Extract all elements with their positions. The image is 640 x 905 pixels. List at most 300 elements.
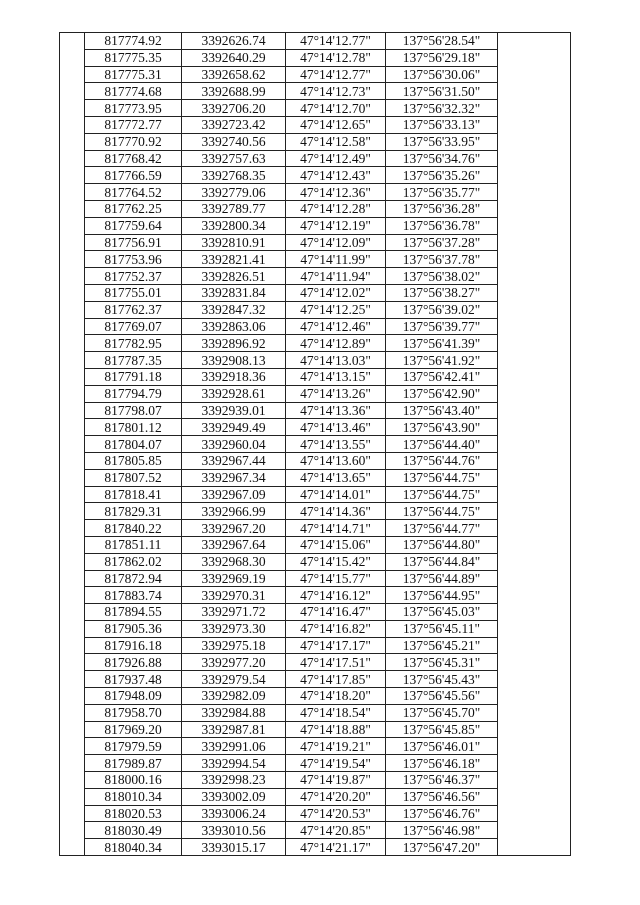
- notes-cell: [498, 637, 571, 654]
- notes-cell: [498, 671, 571, 688]
- notes-cell: [498, 301, 571, 318]
- longitude-cell: 137°56'46.01": [386, 738, 498, 755]
- row-number-cell: [60, 251, 85, 268]
- row-number-cell: [60, 301, 85, 318]
- y-coordinate-cell: 3393010.56: [182, 822, 286, 839]
- latitude-cell: 47°14'15.06": [286, 536, 386, 553]
- notes-cell: [498, 49, 571, 66]
- row-number-cell: [60, 553, 85, 570]
- x-coordinate-cell: 817829.31: [85, 503, 182, 520]
- table-row: [60, 217, 571, 234]
- row-number-cell: [60, 184, 85, 201]
- notes-cell: [498, 402, 571, 419]
- x-coordinate-cell: 817762.25: [85, 200, 182, 217]
- table-row: [60, 822, 571, 839]
- notes-cell: [498, 116, 571, 133]
- longitude-cell: 137°56'35.26": [386, 167, 498, 184]
- y-coordinate-cell: 3392706.20: [182, 100, 286, 117]
- table-row: [60, 150, 571, 167]
- notes-cell: [498, 217, 571, 234]
- x-coordinate-cell: 817774.92: [85, 33, 182, 50]
- y-coordinate-cell: 3392908.13: [182, 352, 286, 369]
- row-number-cell: [60, 755, 85, 772]
- longitude-cell: 137°56'29.18": [386, 49, 498, 66]
- y-coordinate-cell: 3392928.61: [182, 385, 286, 402]
- longitude-cell: 137°56'39.77": [386, 318, 498, 335]
- y-coordinate-cell: 3392971.72: [182, 604, 286, 621]
- table-row: [60, 268, 571, 285]
- row-number-cell: [60, 772, 85, 789]
- longitude-cell: 137°56'44.40": [386, 436, 498, 453]
- table-row: [60, 419, 571, 436]
- table-row: [60, 100, 571, 117]
- x-coordinate-cell: 817794.79: [85, 385, 182, 402]
- row-number-cell: [60, 620, 85, 637]
- row-number-cell: [60, 688, 85, 705]
- latitude-cell: 47°14'15.42": [286, 553, 386, 570]
- x-coordinate-cell: 818010.34: [85, 788, 182, 805]
- notes-cell: [498, 251, 571, 268]
- longitude-cell: 137°56'45.21": [386, 637, 498, 654]
- table-row: [60, 385, 571, 402]
- x-coordinate-cell: 817926.88: [85, 654, 182, 671]
- x-coordinate-cell: 817804.07: [85, 436, 182, 453]
- y-coordinate-cell: 3392826.51: [182, 268, 286, 285]
- latitude-cell: 47°14'16.82": [286, 620, 386, 637]
- x-coordinate-cell: 817807.52: [85, 469, 182, 486]
- latitude-cell: 47°14'19.54": [286, 755, 386, 772]
- longitude-cell: 137°56'41.39": [386, 335, 498, 352]
- x-coordinate-cell: 817770.92: [85, 133, 182, 150]
- row-number-cell: [60, 200, 85, 217]
- row-number-cell: [60, 66, 85, 83]
- longitude-cell: 137°56'46.98": [386, 822, 498, 839]
- x-coordinate-cell: 817764.52: [85, 184, 182, 201]
- y-coordinate-cell: 3392640.29: [182, 49, 286, 66]
- table-row: [60, 503, 571, 520]
- notes-cell: [498, 268, 571, 285]
- notes-cell: [498, 772, 571, 789]
- notes-cell: [498, 469, 571, 486]
- row-number-cell: [60, 116, 85, 133]
- row-number-cell: [60, 452, 85, 469]
- y-coordinate-cell: 3392949.49: [182, 419, 286, 436]
- latitude-cell: 47°14'11.94": [286, 268, 386, 285]
- table-row: [60, 49, 571, 66]
- notes-cell: [498, 738, 571, 755]
- y-coordinate-cell: 3392968.30: [182, 553, 286, 570]
- notes-cell: [498, 419, 571, 436]
- longitude-cell: 137°56'44.76": [386, 452, 498, 469]
- table-row: [60, 133, 571, 150]
- row-number-cell: [60, 402, 85, 419]
- latitude-cell: 47°14'18.54": [286, 704, 386, 721]
- latitude-cell: 47°14'12.43": [286, 167, 386, 184]
- y-coordinate-cell: 3392831.84: [182, 284, 286, 301]
- notes-cell: [498, 755, 571, 772]
- notes-cell: [498, 704, 571, 721]
- longitude-cell: 137°56'39.02": [386, 301, 498, 318]
- table-row: [60, 520, 571, 537]
- latitude-cell: 47°14'12.78": [286, 49, 386, 66]
- longitude-cell: 137°56'44.75": [386, 469, 498, 486]
- longitude-cell: 137°56'43.90": [386, 419, 498, 436]
- row-number-cell: [60, 503, 85, 520]
- longitude-cell: 137°56'44.80": [386, 536, 498, 553]
- y-coordinate-cell: 3393002.09: [182, 788, 286, 805]
- notes-cell: [498, 688, 571, 705]
- y-coordinate-cell: 3392688.99: [182, 83, 286, 100]
- x-coordinate-cell: 817840.22: [85, 520, 182, 537]
- y-coordinate-cell: 3392626.74: [182, 33, 286, 50]
- coordinates-table: [59, 32, 571, 856]
- x-coordinate-cell: 817753.96: [85, 251, 182, 268]
- latitude-cell: 47°14'13.46": [286, 419, 386, 436]
- y-coordinate-cell: 3392979.54: [182, 671, 286, 688]
- table-row: [60, 452, 571, 469]
- table-row: [60, 721, 571, 738]
- latitude-cell: 47°14'17.51": [286, 654, 386, 671]
- y-coordinate-cell: 3392973.30: [182, 620, 286, 637]
- latitude-cell: 47°14'13.03": [286, 352, 386, 369]
- longitude-cell: 137°56'34.76": [386, 150, 498, 167]
- x-coordinate-cell: 817979.59: [85, 738, 182, 755]
- row-number-cell: [60, 704, 85, 721]
- row-number-cell: [60, 268, 85, 285]
- latitude-cell: 47°14'14.71": [286, 520, 386, 537]
- table-row: [60, 839, 571, 856]
- row-number-cell: [60, 637, 85, 654]
- x-coordinate-cell: 817775.31: [85, 66, 182, 83]
- latitude-cell: 47°14'13.60": [286, 452, 386, 469]
- x-coordinate-cell: 817872.94: [85, 570, 182, 587]
- table-row: [60, 335, 571, 352]
- notes-cell: [498, 553, 571, 570]
- table-row: [60, 805, 571, 822]
- table-row: [60, 755, 571, 772]
- table-row: [60, 620, 571, 637]
- longitude-cell: 137°56'30.06": [386, 66, 498, 83]
- longitude-cell: 137°56'44.89": [386, 570, 498, 587]
- y-coordinate-cell: 3392967.20: [182, 520, 286, 537]
- longitude-cell: 137°56'44.95": [386, 587, 498, 604]
- row-number-cell: [60, 83, 85, 100]
- latitude-cell: 47°14'19.21": [286, 738, 386, 755]
- longitude-cell: 137°56'36.78": [386, 217, 498, 234]
- x-coordinate-cell: 817787.35: [85, 352, 182, 369]
- y-coordinate-cell: 3392966.99: [182, 503, 286, 520]
- row-number-cell: [60, 654, 85, 671]
- longitude-cell: 137°56'42.41": [386, 368, 498, 385]
- y-coordinate-cell: 3392779.06: [182, 184, 286, 201]
- longitude-cell: 137°56'45.85": [386, 721, 498, 738]
- row-number-cell: [60, 520, 85, 537]
- y-coordinate-cell: 3392821.41: [182, 251, 286, 268]
- row-number-cell: [60, 822, 85, 839]
- notes-cell: [498, 452, 571, 469]
- table-row: [60, 83, 571, 100]
- table-row: [60, 116, 571, 133]
- row-number-cell: [60, 738, 85, 755]
- latitude-cell: 47°14'12.25": [286, 301, 386, 318]
- latitude-cell: 47°14'20.20": [286, 788, 386, 805]
- notes-cell: [498, 654, 571, 671]
- x-coordinate-cell: 817916.18: [85, 637, 182, 654]
- notes-cell: [498, 83, 571, 100]
- latitude-cell: 47°14'11.99": [286, 251, 386, 268]
- longitude-cell: 137°56'45.11": [386, 620, 498, 637]
- latitude-cell: 47°14'12.77": [286, 33, 386, 50]
- notes-cell: [498, 822, 571, 839]
- latitude-cell: 47°14'12.28": [286, 200, 386, 217]
- row-number-cell: [60, 788, 85, 805]
- latitude-cell: 47°14'12.89": [286, 335, 386, 352]
- x-coordinate-cell: 818020.53: [85, 805, 182, 822]
- longitude-cell: 137°56'36.28": [386, 200, 498, 217]
- y-coordinate-cell: 3393015.17: [182, 839, 286, 856]
- table-row: [60, 704, 571, 721]
- longitude-cell: 137°56'44.75": [386, 486, 498, 503]
- longitude-cell: 137°56'44.84": [386, 553, 498, 570]
- row-number-cell: [60, 805, 85, 822]
- row-number-cell: [60, 419, 85, 436]
- y-coordinate-cell: 3392896.92: [182, 335, 286, 352]
- x-coordinate-cell: 817851.11: [85, 536, 182, 553]
- row-number-cell: [60, 133, 85, 150]
- longitude-cell: 137°56'46.18": [386, 755, 498, 772]
- notes-cell: [498, 805, 571, 822]
- x-coordinate-cell: 817762.37: [85, 301, 182, 318]
- latitude-cell: 47°14'12.73": [286, 83, 386, 100]
- latitude-cell: 47°14'14.01": [286, 486, 386, 503]
- row-number-cell: [60, 33, 85, 50]
- table-row: [60, 184, 571, 201]
- y-coordinate-cell: 3392994.54: [182, 755, 286, 772]
- table-row: [60, 167, 571, 184]
- latitude-cell: 47°14'13.65": [286, 469, 386, 486]
- row-number-cell: [60, 150, 85, 167]
- longitude-cell: 137°56'37.28": [386, 234, 498, 251]
- row-number-cell: [60, 368, 85, 385]
- latitude-cell: 47°14'20.85": [286, 822, 386, 839]
- y-coordinate-cell: 3392723.42: [182, 116, 286, 133]
- longitude-cell: 137°56'46.56": [386, 788, 498, 805]
- table-row: [60, 33, 571, 50]
- notes-cell: [498, 520, 571, 537]
- y-coordinate-cell: 3392977.20: [182, 654, 286, 671]
- x-coordinate-cell: 818030.49: [85, 822, 182, 839]
- y-coordinate-cell: 3392800.34: [182, 217, 286, 234]
- notes-cell: [498, 620, 571, 637]
- x-coordinate-cell: 817782.95: [85, 335, 182, 352]
- notes-cell: [498, 335, 571, 352]
- row-number-cell: [60, 839, 85, 856]
- notes-cell: [498, 436, 571, 453]
- latitude-cell: 47°14'17.85": [286, 671, 386, 688]
- table-row: [60, 200, 571, 217]
- latitude-cell: 47°14'12.77": [286, 66, 386, 83]
- table-row: [60, 436, 571, 453]
- x-coordinate-cell: 817766.59: [85, 167, 182, 184]
- notes-cell: [498, 200, 571, 217]
- notes-cell: [498, 33, 571, 50]
- x-coordinate-cell: 817969.20: [85, 721, 182, 738]
- x-coordinate-cell: 818000.16: [85, 772, 182, 789]
- latitude-cell: 47°14'12.49": [286, 150, 386, 167]
- longitude-cell: 137°56'44.77": [386, 520, 498, 537]
- x-coordinate-cell: 817958.70: [85, 704, 182, 721]
- latitude-cell: 47°14'20.53": [286, 805, 386, 822]
- table-row: [60, 671, 571, 688]
- x-coordinate-cell: 817805.85: [85, 452, 182, 469]
- table-row: [60, 788, 571, 805]
- latitude-cell: 47°14'12.36": [286, 184, 386, 201]
- y-coordinate-cell: 3392847.32: [182, 301, 286, 318]
- notes-cell: [498, 587, 571, 604]
- longitude-cell: 137°56'31.50": [386, 83, 498, 100]
- row-number-cell: [60, 604, 85, 621]
- longitude-cell: 137°56'37.78": [386, 251, 498, 268]
- notes-cell: [498, 284, 571, 301]
- x-coordinate-cell: 818040.34: [85, 839, 182, 856]
- notes-cell: [498, 234, 571, 251]
- longitude-cell: 137°56'38.02": [386, 268, 498, 285]
- longitude-cell: 137°56'45.31": [386, 654, 498, 671]
- latitude-cell: 47°14'18.88": [286, 721, 386, 738]
- latitude-cell: 47°14'12.19": [286, 217, 386, 234]
- row-number-cell: [60, 49, 85, 66]
- latitude-cell: 47°14'13.55": [286, 436, 386, 453]
- y-coordinate-cell: 3392969.19: [182, 570, 286, 587]
- table-row: [60, 402, 571, 419]
- latitude-cell: 47°14'12.09": [286, 234, 386, 251]
- notes-cell: [498, 385, 571, 402]
- table-row: [60, 536, 571, 553]
- latitude-cell: 47°14'17.17": [286, 637, 386, 654]
- row-number-cell: [60, 469, 85, 486]
- row-number-cell: [60, 100, 85, 117]
- notes-cell: [498, 184, 571, 201]
- notes-cell: [498, 788, 571, 805]
- table-row: [60, 654, 571, 671]
- x-coordinate-cell: 817769.07: [85, 318, 182, 335]
- latitude-cell: 47°14'12.46": [286, 318, 386, 335]
- longitude-cell: 137°56'46.76": [386, 805, 498, 822]
- x-coordinate-cell: 817755.01: [85, 284, 182, 301]
- y-coordinate-cell: 3392810.91: [182, 234, 286, 251]
- table-row: [60, 301, 571, 318]
- y-coordinate-cell: 3392998.23: [182, 772, 286, 789]
- x-coordinate-cell: 817774.68: [85, 83, 182, 100]
- notes-cell: [498, 721, 571, 738]
- x-coordinate-cell: 817775.35: [85, 49, 182, 66]
- notes-cell: [498, 100, 571, 117]
- x-coordinate-cell: 817862.02: [85, 553, 182, 570]
- row-number-cell: [60, 217, 85, 234]
- y-coordinate-cell: 3392987.81: [182, 721, 286, 738]
- y-coordinate-cell: 3392789.77: [182, 200, 286, 217]
- longitude-cell: 137°56'35.77": [386, 184, 498, 201]
- latitude-cell: 47°14'12.58": [286, 133, 386, 150]
- row-number-cell: [60, 234, 85, 251]
- latitude-cell: 47°14'19.87": [286, 772, 386, 789]
- y-coordinate-cell: 3392768.35: [182, 167, 286, 184]
- latitude-cell: 47°14'12.65": [286, 116, 386, 133]
- y-coordinate-cell: 3392982.09: [182, 688, 286, 705]
- notes-cell: [498, 318, 571, 335]
- longitude-cell: 137°56'47.20": [386, 839, 498, 856]
- longitude-cell: 137°56'42.90": [386, 385, 498, 402]
- longitude-cell: 137°56'45.56": [386, 688, 498, 705]
- y-coordinate-cell: 3393006.24: [182, 805, 286, 822]
- y-coordinate-cell: 3392967.34: [182, 469, 286, 486]
- row-number-cell: [60, 536, 85, 553]
- x-coordinate-cell: 817801.12: [85, 419, 182, 436]
- longitude-cell: 137°56'45.03": [386, 604, 498, 621]
- notes-cell: [498, 839, 571, 856]
- row-number-cell: [60, 436, 85, 453]
- row-number-cell: [60, 671, 85, 688]
- table-row: [60, 251, 571, 268]
- x-coordinate-cell: 817752.37: [85, 268, 182, 285]
- x-coordinate-cell: 817883.74: [85, 587, 182, 604]
- latitude-cell: 47°14'12.02": [286, 284, 386, 301]
- y-coordinate-cell: 3392658.62: [182, 66, 286, 83]
- table-row: [60, 604, 571, 621]
- y-coordinate-cell: 3392918.36: [182, 368, 286, 385]
- y-coordinate-cell: 3392939.01: [182, 402, 286, 419]
- latitude-cell: 47°14'21.17": [286, 839, 386, 856]
- latitude-cell: 47°14'16.12": [286, 587, 386, 604]
- longitude-cell: 137°56'45.43": [386, 671, 498, 688]
- row-number-cell: [60, 352, 85, 369]
- x-coordinate-cell: 817937.48: [85, 671, 182, 688]
- notes-cell: [498, 368, 571, 385]
- row-number-cell: [60, 721, 85, 738]
- longitude-cell: 137°56'33.95": [386, 133, 498, 150]
- x-coordinate-cell: 817948.09: [85, 688, 182, 705]
- table-row: [60, 234, 571, 251]
- longitude-cell: 137°56'44.75": [386, 503, 498, 520]
- table-row: [60, 368, 571, 385]
- longitude-cell: 137°56'38.27": [386, 284, 498, 301]
- x-coordinate-cell: 817894.55: [85, 604, 182, 621]
- row-number-cell: [60, 486, 85, 503]
- table-row: [60, 688, 571, 705]
- row-number-cell: [60, 284, 85, 301]
- longitude-cell: 137°56'46.37": [386, 772, 498, 789]
- notes-cell: [498, 66, 571, 83]
- row-number-cell: [60, 167, 85, 184]
- notes-cell: [498, 503, 571, 520]
- x-coordinate-cell: 817798.07: [85, 402, 182, 419]
- x-coordinate-cell: 817818.41: [85, 486, 182, 503]
- table-row: [60, 637, 571, 654]
- notes-cell: [498, 133, 571, 150]
- latitude-cell: 47°14'16.47": [286, 604, 386, 621]
- notes-cell: [498, 486, 571, 503]
- y-coordinate-cell: 3392984.88: [182, 704, 286, 721]
- table-row: [60, 469, 571, 486]
- latitude-cell: 47°14'18.20": [286, 688, 386, 705]
- latitude-cell: 47°14'15.77": [286, 570, 386, 587]
- longitude-cell: 137°56'45.70": [386, 704, 498, 721]
- longitude-cell: 137°56'41.92": [386, 352, 498, 369]
- row-number-cell: [60, 335, 85, 352]
- x-coordinate-cell: 817791.18: [85, 368, 182, 385]
- latitude-cell: 47°14'13.26": [286, 385, 386, 402]
- x-coordinate-cell: 817905.36: [85, 620, 182, 637]
